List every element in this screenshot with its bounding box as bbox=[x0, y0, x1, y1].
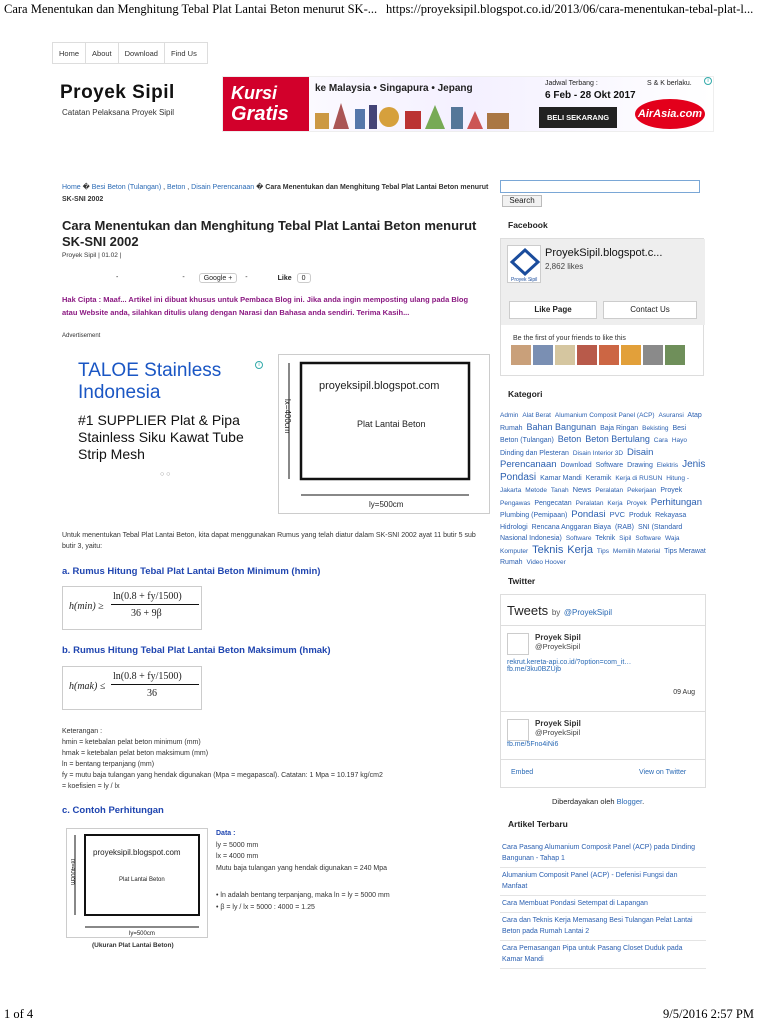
twitter-widget bbox=[500, 594, 706, 788]
category-link[interactable]: Cara bbox=[653, 437, 668, 444]
category-link[interactable]: Admin bbox=[500, 412, 519, 419]
category-cloud bbox=[500, 410, 706, 569]
category-link[interactable]: Tips bbox=[596, 547, 609, 555]
like-count: 0 bbox=[297, 273, 311, 283]
figure-plate-label: Plat Lantai Beton bbox=[357, 419, 426, 429]
category-link[interactable]: Disain bbox=[627, 446, 654, 458]
avatar bbox=[621, 345, 641, 365]
breadcrumb-category-besi-beton[interactable]: Besi Beton (Tulangan) bbox=[91, 184, 162, 191]
category-link[interactable]: Software bbox=[565, 535, 592, 542]
schedule-dates: 6 Feb - 28 Okt 2017 bbox=[545, 90, 636, 101]
tweet-avatar bbox=[507, 719, 529, 741]
category-link[interactable]: Teknis bbox=[532, 543, 564, 556]
note-line: ln = bentang terpanjang (mm) bbox=[62, 761, 155, 768]
avatar bbox=[665, 345, 685, 365]
example-ly-label: ly=500cm bbox=[129, 931, 155, 937]
category-link[interactable]: Proyek bbox=[660, 487, 683, 494]
intro-paragraph: Untuk menentukan Tebal Plat Lantai Beton, kita dapat menggunakan Rumus yang telah diatur dalam SK-SNI 2002 ayat 11 butir 5 sub butir 3, yaitu: bbox=[62, 532, 476, 550]
ad-info-icon[interactable]: i bbox=[704, 77, 712, 85]
category-link[interactable]: Komputer bbox=[500, 547, 529, 555]
notes-block bbox=[62, 726, 482, 792]
category-link[interactable]: Hayo bbox=[671, 437, 688, 444]
share-button-2[interactable]: - bbox=[182, 274, 185, 281]
share-button-3[interactable]: - bbox=[245, 274, 248, 281]
avatar bbox=[533, 345, 553, 365]
search-button[interactable]: Search bbox=[502, 195, 542, 207]
facebook-likes-count: 2,862 likes bbox=[545, 262, 584, 271]
notes-title: Keterangan : bbox=[62, 728, 103, 735]
recent-article-link[interactable]: Cara Membuat Pondasi Setempat di Lapangan bbox=[500, 896, 706, 913]
breadcrumb: Home � Besi Beton (Tulangan) , Beton , Disain Perencanaan � Cara Menentukan dan Menghitung Tebal Plat Lantai Beton menurut SK-SNI 2002 bbox=[62, 184, 489, 203]
airasia-banner-ad[interactable] bbox=[222, 76, 714, 132]
tweet-author: Proyek Sipil bbox=[535, 719, 581, 728]
category-link[interactable]: Software bbox=[595, 462, 624, 469]
facebook-like-page-button[interactable]: Like Page bbox=[509, 301, 597, 319]
example-caption: (Ukuran Plat Lantai Beton) bbox=[92, 942, 174, 949]
example-figure bbox=[66, 828, 208, 938]
breadcrumb-category-beton[interactable]: Beton bbox=[167, 184, 186, 191]
data-ln-line: • ln adalah bentang terpanjang, maka ln = ly = 5000 mm bbox=[216, 892, 390, 899]
blogger-link[interactable]: Blogger bbox=[616, 797, 643, 806]
example-data bbox=[216, 828, 486, 913]
breadcrumb-home[interactable]: Home bbox=[62, 184, 81, 191]
artikel-terbaru-heading: Artikel Terbaru bbox=[508, 819, 568, 829]
avatar bbox=[511, 345, 531, 365]
breadcrumb-category-disain[interactable]: Disain Perencanaan bbox=[191, 184, 255, 191]
category-link[interactable]: Tanah bbox=[550, 487, 569, 494]
category-link[interactable]: (RAB) bbox=[614, 523, 634, 531]
buy-now-button[interactable]: BELI SEKARANG bbox=[539, 107, 617, 128]
skyline-illustration bbox=[315, 99, 515, 129]
category-link[interactable]: Kerja bbox=[567, 543, 593, 556]
note-line: fy = mutu baja tulangan yang hendak digunakan (Mpa = megapascal). Catatan: 1 Mpa = 10.197 kg/cm2 bbox=[62, 772, 383, 779]
copyright-notice: Hak Cipta : Maaf... Artikel ini dibuat khusus untuk Pembaca Blog ini. Jika anda ingin memposting ulang pada Blog atau Website anda, silahkan ditulis ulang dengan Narasi dan Bahasa anda sendiri. Terima Kasih... bbox=[62, 295, 469, 317]
facebook-page-logo[interactable] bbox=[507, 245, 541, 283]
tweet-handle: @ProyekSipil bbox=[535, 642, 581, 651]
proyeksipil-logo-icon bbox=[508, 246, 542, 284]
formula-hmin-denominator: 36 + 9β bbox=[131, 608, 162, 619]
facebook-friends-text: Be the first of your friends to like this bbox=[513, 335, 626, 342]
recent-articles-list bbox=[500, 840, 706, 969]
category-link[interactable]: Keramik bbox=[585, 474, 612, 482]
taloe-ad[interactable] bbox=[78, 360, 268, 478]
formula-hmak-bar bbox=[111, 684, 199, 685]
kursi-text: Kursi bbox=[231, 83, 278, 103]
avatar bbox=[577, 345, 597, 365]
terms-text: S & K berlaku. bbox=[647, 80, 692, 87]
category-link[interactable]: Beton Bertulang bbox=[585, 434, 650, 444]
category-link[interactable]: Rencana Anggaran Biaya bbox=[531, 523, 611, 531]
print-page-url: https://proyeksipil.blogspot.co.id/2013/06/cara-menentukan-tebal-plat-l... bbox=[386, 2, 754, 16]
data-lx: lx = 4000 mm bbox=[216, 853, 259, 860]
category-link[interactable]: Kerja di RUSUN bbox=[615, 474, 663, 482]
category-link[interactable]: Video Hoover bbox=[526, 559, 566, 566]
formula-hmin-bar bbox=[111, 604, 199, 605]
nav-home[interactable]: Home bbox=[53, 43, 86, 63]
avatar bbox=[599, 345, 619, 365]
section-b-heading: b. Rumus Hitung Tebal Plat Lantai Beton Maksimum (hmak) bbox=[62, 645, 331, 656]
gratis-text: Gratis bbox=[231, 103, 289, 125]
category-link[interactable]: PVC bbox=[609, 510, 625, 519]
advertisement-label: Advertisement bbox=[62, 333, 101, 339]
note-line: = koefisien = ly / lx bbox=[62, 783, 120, 790]
category-link[interactable]: Pondasi bbox=[571, 509, 606, 520]
category-link[interactable]: Alat Berat bbox=[522, 412, 551, 419]
category-link[interactable]: Jenis Pondasi bbox=[500, 459, 706, 483]
category-link[interactable]: Plumbing (Pemipaan) bbox=[500, 512, 568, 519]
kursi-gratis-block bbox=[223, 77, 309, 132]
recent-article-link[interactable]: Cara Pasang Alumanium Composit Panel (ACP) pada Dinding Bangunan - Tahap 1 bbox=[500, 840, 706, 868]
twitter-handle-link[interactable]: @ProyekSipil bbox=[563, 608, 613, 617]
fb-like-label[interactable]: Like bbox=[277, 274, 292, 282]
schedule-label: Jadwal Terbang : bbox=[545, 80, 598, 87]
example-lx-label: lx=400cm bbox=[69, 859, 75, 885]
category-link[interactable]: Besi Beton (Tulangan) bbox=[500, 424, 687, 444]
data-title: Data : bbox=[216, 830, 236, 837]
tweet-author: Proyek Sipil bbox=[535, 633, 581, 642]
twitter-embed-link[interactable]: Embed bbox=[511, 769, 534, 776]
facebook-contact-button[interactable]: Contact Us bbox=[603, 301, 697, 319]
share-button-1[interactable]: - bbox=[116, 274, 119, 281]
recent-article-link[interactable]: Alumanium Composit Panel (ACP) - Defenisi Fungsi dan Manfaat bbox=[500, 868, 706, 896]
share-bar bbox=[112, 272, 311, 284]
breadcrumb-separator: � bbox=[80, 184, 92, 191]
category-link[interactable]: Software bbox=[635, 535, 662, 542]
example-plate-diagram bbox=[67, 829, 209, 939]
print-datetime: 9/5/2016 2:57 PM bbox=[663, 1007, 754, 1021]
top-nav bbox=[52, 42, 208, 64]
post-title: Cara Menentukan dan Menghitung Tebal Plat Lantai Beton menurut SK-SNI 2002 bbox=[62, 218, 477, 249]
category-link[interactable]: Elektris bbox=[656, 462, 679, 469]
category-link[interactable]: Proyek bbox=[626, 499, 647, 507]
category-link[interactable]: Dinding dan Plesteran bbox=[500, 449, 569, 457]
recent-article-link[interactable]: Cara dan Teknis Kerja Memasang Besi Tulangan Pelat Lantai Beton pada Rumah Lantai 2 bbox=[500, 913, 706, 941]
category-link[interactable]: Download bbox=[560, 462, 592, 469]
section-c-heading: c. Contoh Perhitungan bbox=[62, 805, 164, 816]
destinations-text: ke Malaysia • Singapura • Jepang bbox=[315, 83, 473, 94]
nav-download[interactable]: Download bbox=[119, 43, 165, 63]
kategori-heading: Kategori bbox=[508, 389, 543, 399]
taloe-ad-headline: TALOE Stainless Indonesia bbox=[78, 360, 222, 403]
example-site-text: proyeksipil.blogspot.com bbox=[93, 848, 181, 857]
category-link[interactable]: Peralatan bbox=[575, 499, 604, 507]
facebook-widget bbox=[500, 238, 704, 376]
category-link[interactable]: Produk bbox=[628, 512, 652, 519]
category-link[interactable]: Alumanium Composit Panel (ACP) bbox=[554, 412, 655, 419]
airasia-logo: AirAsia.com bbox=[635, 99, 705, 129]
figure-lx-label: lx=400cm bbox=[283, 399, 292, 434]
figure-ly-label: ly=500cm bbox=[369, 500, 404, 509]
google-plus-button[interactable]: Google + bbox=[199, 273, 238, 283]
recent-article-link[interactable]: Cara Pemasangan Pipa untuk Pasang Closet Duduk pada Kamar Mandi bbox=[500, 941, 706, 969]
category-link[interactable]: Beton bbox=[557, 434, 582, 444]
category-link[interactable]: Perhitungan bbox=[650, 496, 702, 508]
category-link[interactable]: Teknik bbox=[595, 535, 616, 542]
category-link[interactable]: Perencanaan bbox=[500, 459, 557, 470]
example-plate-label: Plat Lantai Beton bbox=[119, 877, 165, 883]
formula-hmak-lhs: h(mak) ≤ bbox=[69, 681, 106, 692]
category-link[interactable]: Bekisting bbox=[642, 424, 669, 432]
category-link[interactable]: Waja bbox=[664, 535, 680, 542]
category-link[interactable]: Rekayasa Hidrologi bbox=[500, 512, 687, 531]
twitter-heading: Twitter bbox=[508, 576, 536, 586]
ad-info-icon[interactable]: i bbox=[255, 361, 263, 369]
category-link[interactable]: Kerja bbox=[607, 499, 623, 507]
tweet-link[interactable]: rekrut.kereta-api.co.id/?option=com_it… bbox=[507, 659, 632, 666]
nav-find-us[interactable]: Find Us bbox=[170, 49, 197, 58]
category-link[interactable]: Tips Merawat Rumah bbox=[500, 547, 706, 566]
formula-hmin-numerator: ln(0.8 + fy/1500) bbox=[113, 591, 182, 602]
category-link[interactable]: Memilih Material bbox=[612, 547, 661, 555]
data-beta-line: • β = ly / lx = 5000 : 4000 = 1.25 bbox=[216, 903, 315, 911]
site-title[interactable]: Proyek Sipil bbox=[60, 82, 175, 103]
fb-logo-text: Proyek Sipil bbox=[511, 277, 538, 283]
formula-hmin-lhs: h(min) ≥ bbox=[69, 601, 104, 612]
facebook-page-name[interactable]: ProyekSipil.blogspot.c... bbox=[545, 247, 663, 259]
tweet-1[interactable] bbox=[507, 633, 703, 696]
search-input[interactable] bbox=[500, 180, 700, 193]
category-link[interactable]: Baja Ringan bbox=[600, 424, 639, 432]
note-line: hmin = ketebalan pelat beton minimum (mm) bbox=[62, 739, 201, 746]
category-link[interactable]: Pekerjaan bbox=[627, 487, 657, 494]
category-link[interactable]: Bahan Bangunan bbox=[526, 421, 597, 432]
category-link[interactable]: Pengecatan bbox=[534, 499, 572, 507]
site-description: Catatan Pelaksana Proyek Sipil bbox=[62, 108, 175, 117]
figure-site-text: proyeksipil.blogspot.com bbox=[319, 380, 440, 392]
category-link[interactable]: Atap Rumah bbox=[500, 412, 702, 432]
breadcrumb-separator: � bbox=[254, 184, 266, 191]
formula-hmin bbox=[62, 586, 202, 630]
tweet-2[interactable] bbox=[507, 719, 703, 748]
taloe-ad-subtext: #1 SUPPLIER Plat & Pipa Stainless Siku Kawat Tube Strip Mesh bbox=[78, 412, 244, 462]
formula-hmak-denominator: 36 bbox=[147, 688, 157, 699]
section-a-heading: a. Rumus Hitung Tebal Plat Lantai Beton Minimum (hmin) bbox=[62, 566, 321, 577]
category-link[interactable]: Asuransi bbox=[658, 412, 684, 419]
post-meta: Proyek Sipil | 01.02 | bbox=[62, 252, 122, 259]
facebook-friend-avatars bbox=[511, 345, 685, 365]
breadcrumb-current: Cara Menentukan dan Menghitung Tebal Plat Lantai Beton menurut SK-SNI 2002 bbox=[62, 184, 489, 203]
avatar bbox=[643, 345, 663, 365]
note-line: hmak = ketebalan pelat beton maksimum (mm) bbox=[62, 750, 209, 757]
formula-hmak bbox=[62, 666, 202, 710]
category-link[interactable]: SNI (Standard Nasional Indonesia) bbox=[500, 523, 683, 542]
carousel-dots[interactable]: ○ ○ bbox=[160, 471, 171, 478]
facebook-heading: Facebook bbox=[508, 220, 548, 230]
print-page-number: 1 of 4 bbox=[4, 1007, 34, 1021]
print-page-title: Cara Menentukan dan Menghitung Tebal Plat Lantai Beton menurut SK-... bbox=[4, 2, 378, 16]
category-link[interactable]: Pengawas bbox=[500, 499, 531, 507]
plate-dimension-figure bbox=[278, 354, 490, 514]
plate-diagram bbox=[279, 355, 491, 515]
category-link[interactable]: Hitung - Jakarta bbox=[500, 474, 690, 494]
tweet-avatar bbox=[507, 633, 529, 655]
data-fy: Mutu baja tulangan yang hendak digunakan = 240 Mpa bbox=[216, 864, 388, 872]
tweet-date: 09 Aug bbox=[673, 689, 695, 696]
data-ly: ly = 5000 mm bbox=[216, 841, 259, 849]
tweet-link[interactable]: fb.me/5Fno4iNi6 bbox=[507, 741, 559, 748]
category-link[interactable]: Metode bbox=[525, 487, 547, 494]
view-on-twitter-link[interactable]: View on Twitter bbox=[639, 769, 687, 776]
category-link[interactable]: News bbox=[572, 485, 592, 494]
tweets-title: Tweets by @ProyekSipil bbox=[507, 603, 613, 618]
category-link[interactable]: Kamar Mandi bbox=[540, 474, 582, 482]
category-link[interactable]: Sipil bbox=[619, 535, 632, 542]
nav-about[interactable]: About bbox=[86, 43, 119, 63]
formula-hmak-numerator: ln(0.8 + fy/1500) bbox=[113, 671, 182, 682]
category-link[interactable]: Peralatan bbox=[595, 487, 624, 494]
powered-by: Diberdayakan oleh Blogger. bbox=[552, 797, 645, 806]
tweet-handle: @ProyekSipil bbox=[535, 728, 581, 737]
category-link[interactable]: Drawing bbox=[627, 462, 653, 469]
avatar bbox=[555, 345, 575, 365]
category-link[interactable]: Disain Interior 3D bbox=[572, 449, 624, 457]
tweet-link[interactable]: fb.me/3ku0BZUjb bbox=[507, 666, 562, 673]
